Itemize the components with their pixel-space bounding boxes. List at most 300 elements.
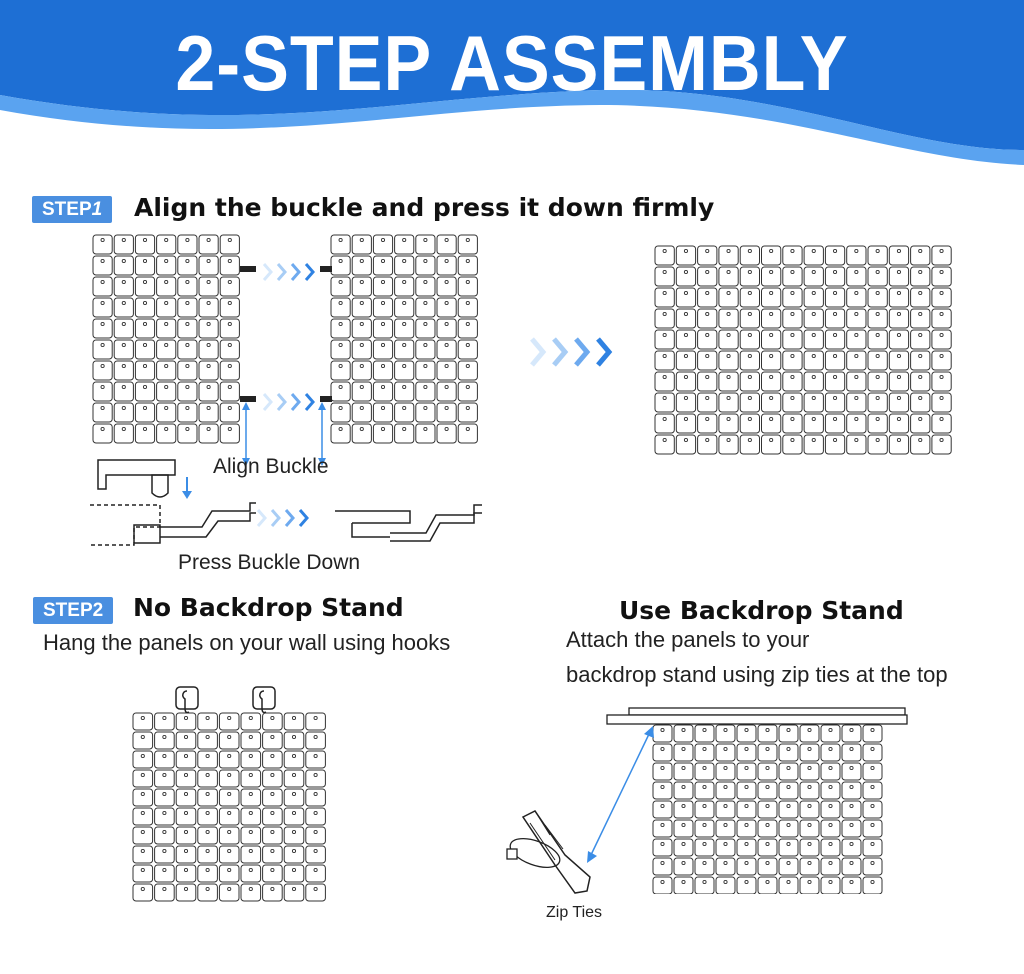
sequin-tile [847, 267, 866, 286]
sequin-tile [133, 827, 153, 844]
sequin-tile [306, 713, 326, 730]
sequin-tile [719, 414, 738, 433]
chevron [286, 510, 293, 526]
sequin-tile [825, 372, 844, 391]
sequin-tile [416, 361, 435, 380]
sequin-tile [284, 884, 304, 901]
sequin-tile [176, 732, 196, 749]
sequin-tile [740, 288, 759, 307]
sequin-tile [155, 789, 175, 806]
sequin-tile [220, 235, 239, 254]
panel-joined [654, 245, 954, 457]
sequin-tile [695, 820, 714, 837]
sequin-tile [655, 267, 674, 286]
sequin-tile [178, 403, 197, 422]
sequin-tile [674, 877, 693, 894]
sequin-tile [199, 256, 218, 275]
sequin-tile [178, 277, 197, 296]
sequin-tile [373, 403, 392, 422]
buckle-press-diagram [90, 455, 490, 555]
sequin-tile [737, 782, 756, 799]
sequin-tile [157, 361, 176, 380]
sequin-tile [437, 403, 456, 422]
sequin-tile [716, 839, 735, 856]
sequin-tile [395, 361, 414, 380]
sequin-tile [178, 235, 197, 254]
sequin-tile [93, 256, 112, 275]
sequin-tile [437, 361, 456, 380]
sequin-tile [740, 309, 759, 328]
sequin-tile [825, 414, 844, 433]
sequin-tile [373, 277, 392, 296]
sequin-tile [698, 267, 717, 286]
sequin-tile [93, 382, 112, 401]
chevron-arrow-icon [256, 508, 326, 528]
sequin-tile [842, 725, 861, 742]
sequin-tile [352, 424, 371, 443]
sequin-tile [437, 277, 456, 296]
sequin-tile [863, 839, 882, 856]
sequin-tile [719, 393, 738, 412]
sequin-tile [783, 351, 802, 370]
sequin-tile [157, 319, 176, 338]
sequin-tile [395, 382, 414, 401]
sequin-tile [804, 393, 823, 412]
sequin-tile [199, 382, 218, 401]
sequin-tile [740, 246, 759, 265]
sequin-tile [800, 782, 819, 799]
sequin-tile [674, 782, 693, 799]
sequin-tile [804, 330, 823, 349]
sequin-tile [655, 330, 674, 349]
sequin-tile [868, 330, 887, 349]
sequin-tile [114, 235, 133, 254]
sequin-tile [847, 330, 866, 349]
sequin-tile [198, 884, 218, 901]
sequin-tile [352, 382, 371, 401]
sequin-tile [395, 298, 414, 317]
sequin-tile [263, 846, 283, 863]
chevron [598, 339, 609, 365]
sequin-tile [176, 751, 196, 768]
sequin-tile [804, 435, 823, 454]
chevron [532, 339, 543, 365]
sequin-tile [306, 789, 326, 806]
sequin-tile [178, 424, 197, 443]
sequin-tile [114, 298, 133, 317]
step2-badge: STEP2 [33, 597, 113, 624]
sequin-tile [437, 382, 456, 401]
sequin-tile [698, 351, 717, 370]
sequin-tile [198, 751, 218, 768]
sequin-tile [737, 763, 756, 780]
no-stand-text: Hang the panels on your wall using hooks [43, 630, 451, 655]
sequin-tile [932, 330, 951, 349]
sequin-tile [842, 801, 861, 818]
sequin-tile [263, 808, 283, 825]
zip-tie-pointer-arrow [580, 722, 660, 867]
sequin-tile [284, 770, 304, 787]
chevron [576, 339, 587, 365]
sequin-tile [800, 725, 819, 742]
sequin-tile [458, 256, 477, 275]
sequin-tile [458, 235, 477, 254]
sequin-tile [737, 839, 756, 856]
sequin-tile [825, 246, 844, 265]
sequin-tile [306, 884, 326, 901]
sequin-tile [135, 340, 154, 359]
sequin-tile [93, 403, 112, 422]
sequin-tile [199, 298, 218, 317]
sequin-tile [758, 744, 777, 761]
sequin-tile [133, 846, 153, 863]
sequin-tile [219, 846, 239, 863]
sequin-tile [458, 340, 477, 359]
sequin-tile [176, 827, 196, 844]
sequin-tile [758, 858, 777, 875]
sequin-tile [758, 839, 777, 856]
sequin-tile [698, 330, 717, 349]
sequin-tile [395, 424, 414, 443]
sequin-tile [395, 403, 414, 422]
sequin-tile [783, 309, 802, 328]
sequin-tile [740, 351, 759, 370]
sequin-tile [911, 246, 930, 265]
sequin-tile [263, 789, 283, 806]
sequin-tile [373, 340, 392, 359]
buckle-icon [240, 266, 332, 402]
sequin-tile [135, 319, 154, 338]
sequin-tile [758, 801, 777, 818]
sequin-tile [157, 382, 176, 401]
sequin-tile [263, 884, 283, 901]
sequin-tile [114, 403, 133, 422]
sequin-tile [716, 801, 735, 818]
sequin-tile [779, 725, 798, 742]
sequin-tile [135, 256, 154, 275]
sequin-tile [263, 865, 283, 882]
sequin-tile [135, 424, 154, 443]
sequin-tile [306, 865, 326, 882]
sequin-tile [783, 372, 802, 391]
sequin-tile [676, 393, 695, 412]
sequin-tile [416, 424, 435, 443]
sequin-tile [804, 267, 823, 286]
sequin-tile [198, 770, 218, 787]
sequin-tile [352, 256, 371, 275]
sequin-tile [395, 319, 414, 338]
sequin-tile [698, 414, 717, 433]
sequin-tile [698, 372, 717, 391]
sequin-tile [758, 725, 777, 742]
sequin-tile [178, 319, 197, 338]
sequin-tile [758, 877, 777, 894]
sequin-tile [416, 235, 435, 254]
sequin-tile [719, 246, 738, 265]
hook-icon [252, 686, 276, 720]
sequin-tile [306, 846, 326, 863]
sequin-tile [655, 309, 674, 328]
sequin-tile [716, 820, 735, 837]
sequin-tile [783, 330, 802, 349]
sequin-tile [863, 763, 882, 780]
sequin-tile [800, 877, 819, 894]
sequin-tile [135, 298, 154, 317]
sequin-tile [178, 298, 197, 317]
sequin-tile [695, 744, 714, 761]
sequin-tile [695, 763, 714, 780]
sequin-tile [176, 884, 196, 901]
sequin-tile [821, 839, 840, 856]
sequin-tile [458, 298, 477, 317]
sequin-tile [825, 267, 844, 286]
sequin-tile [155, 751, 175, 768]
sequin-tile [932, 393, 951, 412]
sequin-tile [932, 372, 951, 391]
sequin-tile [241, 732, 261, 749]
sequin-tile [762, 372, 781, 391]
sequin-tile [716, 763, 735, 780]
sequin-tile [719, 330, 738, 349]
sequin-tile [674, 801, 693, 818]
sequin-tile [889, 393, 908, 412]
sequin-tile [133, 732, 153, 749]
sequin-tile [219, 770, 239, 787]
sequin-tile [133, 884, 153, 901]
sequin-tile [655, 414, 674, 433]
sequin-tile [719, 267, 738, 286]
sequin-tile [758, 763, 777, 780]
sequin-tile [758, 820, 777, 837]
sequin-tile [241, 884, 261, 901]
sequin-tile [783, 267, 802, 286]
sequin-tile [804, 351, 823, 370]
sequin-tile [176, 770, 196, 787]
sequin-tile [847, 393, 866, 412]
sequin-tile [676, 267, 695, 286]
sequin-tile [93, 277, 112, 296]
sequin-tile [674, 839, 693, 856]
sequin-tile [825, 435, 844, 454]
chevron [258, 510, 265, 526]
sequin-tile [719, 372, 738, 391]
sequin-tile [157, 235, 176, 254]
sequin-tile [868, 288, 887, 307]
sequin-tile [847, 435, 866, 454]
sequin-tile [779, 820, 798, 837]
chevron [300, 510, 307, 526]
sequin-tile [889, 330, 908, 349]
sequin-tile [821, 877, 840, 894]
sequin-tile [157, 340, 176, 359]
chevron [272, 510, 279, 526]
sequin-tile [458, 403, 477, 422]
sequin-tile [762, 414, 781, 433]
with-stand-text-line1: Attach the panels to your [566, 627, 810, 652]
sequin-tile [114, 361, 133, 380]
sequin-tile [219, 751, 239, 768]
sequin-tile [783, 288, 802, 307]
sequin-tile [135, 382, 154, 401]
sequin-tile [416, 277, 435, 296]
sequin-tile [114, 277, 133, 296]
sequin-tile [133, 713, 153, 730]
sequin-tile [737, 725, 756, 742]
sequin-tile [437, 319, 456, 338]
sequin-tile [219, 789, 239, 806]
sequin-tile [114, 319, 133, 338]
sequin-tile [762, 351, 781, 370]
sequin-tile [932, 288, 951, 307]
sequin-tile [241, 751, 261, 768]
sequin-tile [155, 884, 175, 901]
sequin-tile [93, 424, 112, 443]
step1-heading: Align the buckle and press it down firmly [134, 193, 715, 222]
sequin-tile [737, 820, 756, 837]
sequin-tile [284, 732, 304, 749]
sequin-tile [198, 827, 218, 844]
hook-icon [175, 686, 199, 720]
sequin-tile [352, 319, 371, 338]
sequin-tile [825, 309, 844, 328]
sequin-tile [263, 751, 283, 768]
sequin-tile [93, 361, 112, 380]
sequin-tile [821, 782, 840, 799]
sequin-tile [219, 865, 239, 882]
sequin-tile [863, 858, 882, 875]
sequin-tile [868, 414, 887, 433]
chevron [264, 264, 271, 280]
sequin-tile [155, 846, 175, 863]
sequin-tile [847, 288, 866, 307]
sequin-tile [676, 246, 695, 265]
sequin-tile [395, 235, 414, 254]
sequin-tile [352, 340, 371, 359]
sequin-tile [821, 725, 840, 742]
sequin-tile [740, 372, 759, 391]
sequin-tile [889, 372, 908, 391]
sequin-tile [284, 808, 304, 825]
sequin-tile [155, 732, 175, 749]
sequin-tile [653, 877, 672, 894]
sequin-tile [674, 858, 693, 875]
sequin-tile [373, 235, 392, 254]
sequin-tile [135, 277, 154, 296]
sequin-tile [737, 801, 756, 818]
sequin-tile [868, 351, 887, 370]
sequin-tile [932, 267, 951, 286]
sequin-tile [889, 414, 908, 433]
sequin-tile [458, 319, 477, 338]
sequin-tile [178, 361, 197, 380]
sequin-tile [93, 340, 112, 359]
sequin-tile [847, 414, 866, 433]
sequin-tile [716, 782, 735, 799]
sequin-tile [821, 820, 840, 837]
sequin-tile [716, 877, 735, 894]
sequin-tile [133, 808, 153, 825]
sequin-tile [199, 340, 218, 359]
sequin-tile [779, 877, 798, 894]
sequin-tile [176, 789, 196, 806]
sequin-tile [135, 403, 154, 422]
sequin-tile [911, 309, 930, 328]
sequin-tile [868, 246, 887, 265]
sequin-tile [762, 309, 781, 328]
sequin-tile [306, 770, 326, 787]
sequin-tile [655, 288, 674, 307]
sequin-tile [219, 808, 239, 825]
sequin-tile [719, 351, 738, 370]
chevron-arrow-icon [530, 337, 630, 367]
sequin-tile [114, 256, 133, 275]
sequin-tile [133, 770, 153, 787]
sequin-tile [863, 744, 882, 761]
sequin-tile [395, 256, 414, 275]
sequin-tile [306, 732, 326, 749]
sequin-tile [373, 256, 392, 275]
sequin-tile [416, 403, 435, 422]
sequin-tile [695, 858, 714, 875]
step1-badge [32, 196, 112, 223]
sequin-tile [655, 393, 674, 412]
sequin-tile [219, 884, 239, 901]
sequin-tile [740, 435, 759, 454]
sequin-tile [740, 330, 759, 349]
sequin-tile [198, 713, 218, 730]
sequin-tile [373, 319, 392, 338]
sequin-tile [676, 414, 695, 433]
sequin-tile [868, 435, 887, 454]
sequin-tile [133, 789, 153, 806]
sequin-tile [263, 827, 283, 844]
sequin-tile [352, 361, 371, 380]
sequin-tile [716, 725, 735, 742]
sequin-tile [716, 744, 735, 761]
sequin-tile [176, 808, 196, 825]
sequin-tile [241, 789, 261, 806]
sequin-tile [352, 298, 371, 317]
sequin-tile [284, 751, 304, 768]
sequin-tile [911, 393, 930, 412]
sequin-tile [863, 877, 882, 894]
sequin-tile [863, 782, 882, 799]
sequin-tile [800, 839, 819, 856]
sequin-tile [868, 267, 887, 286]
sequin-tile [198, 732, 218, 749]
sequin-tile [821, 801, 840, 818]
sequin-tile [842, 839, 861, 856]
sequin-tile [842, 782, 861, 799]
sequin-tile [416, 382, 435, 401]
panel-on-stand [652, 724, 884, 894]
sequin-tile [114, 340, 133, 359]
step1-badge-prefix: STEP [42, 199, 92, 220]
sequin-tile [458, 361, 477, 380]
sequin-tile [373, 424, 392, 443]
sequin-tile [199, 361, 218, 380]
sequin-tile [458, 424, 477, 443]
sequin-tile [695, 877, 714, 894]
sequin-tile [157, 298, 176, 317]
panel-left [92, 234, 242, 446]
sequin-tile [284, 846, 304, 863]
sequin-tile [155, 713, 175, 730]
sequin-tile [779, 763, 798, 780]
sequin-tile [157, 256, 176, 275]
sequin-tile [655, 246, 674, 265]
sequin-tile [695, 782, 714, 799]
